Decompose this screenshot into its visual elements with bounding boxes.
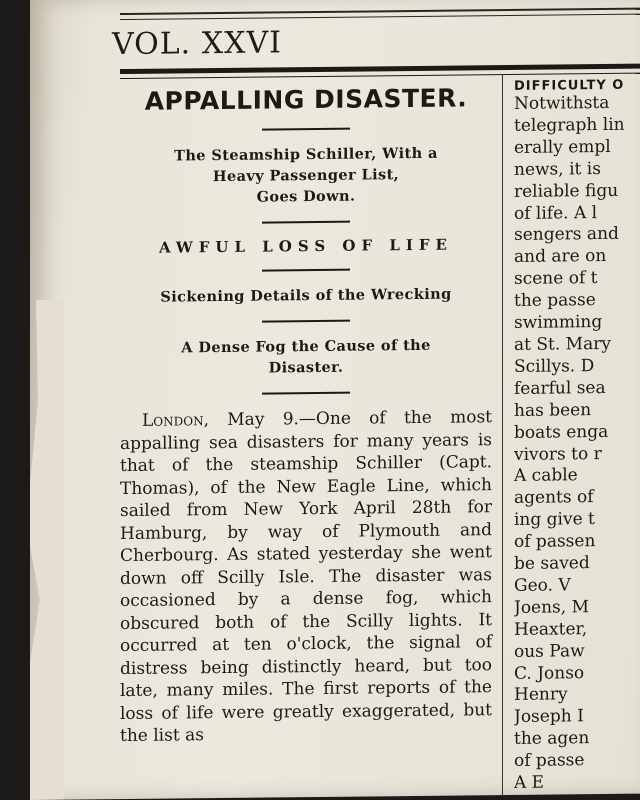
subheadline-line: Disaster. <box>268 358 344 377</box>
torn-edge <box>30 300 64 800</box>
subheadline-3: Sickening Details of the Wrecking <box>160 285 452 306</box>
side-text-line: swimming <box>514 312 603 333</box>
side-text-line: Henry <box>514 684 568 706</box>
side-text-line: vivors to r <box>514 443 602 465</box>
side-text-line: erally empl <box>514 136 611 158</box>
article-body <box>120 406 492 747</box>
side-text-line: scene of t <box>514 268 598 290</box>
side-text-line: Notwithsta <box>514 92 610 114</box>
side-text-line: ous Paw <box>514 640 585 662</box>
top-rule-thin <box>120 14 640 20</box>
side-text-line: reliable figu <box>514 180 619 202</box>
side-text-line: A E <box>514 772 545 794</box>
side-text <box>514 92 640 795</box>
subheadline-line: The Steamship Schiller, With a <box>174 144 438 165</box>
main-article <box>120 79 492 747</box>
side-text-line: the agen <box>514 728 590 750</box>
subheadline-line: A Dense Fog the Cause of the <box>181 336 431 357</box>
side-text-line: ing give t <box>514 509 595 531</box>
side-column <box>514 77 640 795</box>
article-body-text: , May 9.—One of the most appalling sea disasters for many years is that of the steamship Schiller (Capt. Thomas), of the New Eagle Line, which sailed from New York April 28th for Hamburg, by way of Plymouth and Cherbourg. As stated yesterday she went down off Scilly Isle. The disaster was occasioned by a dense fog, which obscured both of the Scilly lights. It occurred at ten o'clock, the signal of distress being distinctly heard, but too late, many miles. The first reports of the loss of life were greatly exaggerated, but the list as <box>120 407 492 747</box>
subheadline-line: Heavy Passenger List, <box>212 166 400 186</box>
side-text-line: Joseph I <box>514 706 584 728</box>
divider <box>262 269 350 272</box>
divider <box>262 320 350 323</box>
newspaper-page <box>30 0 640 800</box>
column-divider <box>502 75 503 795</box>
volume-number: VOL. XXVI <box>112 25 282 63</box>
side-text-line: agents of <box>514 487 594 509</box>
side-text-line: Scillys. D <box>514 355 595 377</box>
side-text-line: and are on <box>514 246 607 268</box>
side-text-line: of passe <box>514 750 585 772</box>
subheadline-line: Goes Down. <box>256 187 356 206</box>
subheadline-4 <box>120 334 492 380</box>
subheadline-1 <box>120 142 492 209</box>
side-text-line: news, it is <box>514 158 601 180</box>
side-text-line: has been <box>514 399 592 421</box>
side-text-line: be saved <box>514 553 590 574</box>
side-text-line: boats enga <box>514 421 609 443</box>
side-text-line: fearful sea <box>514 377 606 399</box>
side-text-line: telegraph lin <box>514 114 625 136</box>
subheadline-2: AWFUL LOSS OF LIFE <box>159 235 453 257</box>
side-text-line: of passen <box>514 531 596 553</box>
side-text-line: Joens, M <box>514 596 589 618</box>
side-text-line: of life. A l <box>514 202 598 224</box>
divider <box>262 128 350 131</box>
side-text-line: the passe <box>514 290 596 312</box>
side-heading: DIFFICULTY O <box>514 77 625 94</box>
side-text-line: sengers and <box>514 224 619 246</box>
side-text-line: Geo. V <box>514 575 571 596</box>
side-text-line: C. Jonso <box>514 662 585 684</box>
dateline: London <box>142 410 204 431</box>
divider <box>262 392 350 395</box>
side-text-line: at St. Mary <box>514 333 611 355</box>
headline: APPALLING DISASTER. <box>144 83 468 116</box>
divider <box>262 221 350 224</box>
side-text-line: Heaxter, <box>514 618 588 640</box>
side-text-line: A cable <box>514 465 578 487</box>
